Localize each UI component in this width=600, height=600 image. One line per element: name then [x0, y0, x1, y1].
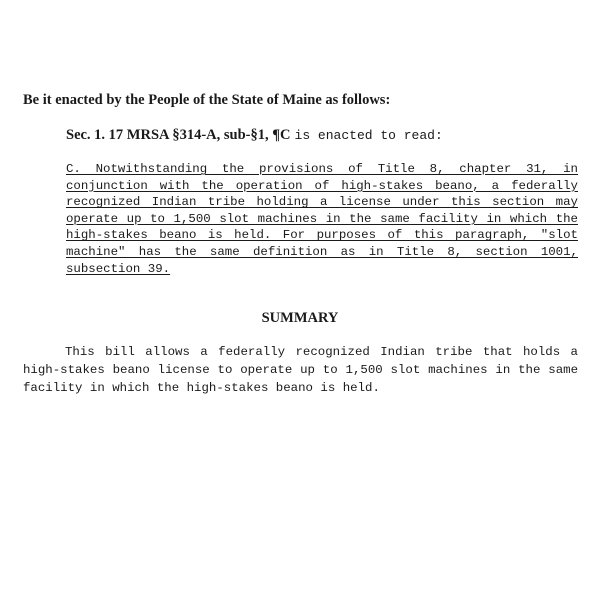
enacting-clause: Be it enacted by the People of the State of Maine as follows:: [23, 92, 391, 108]
section-heading: [66, 126, 443, 144]
amendment-paragraph: C. Notwithstanding the provisions of Title 8, chapter 31, in conjunction with the operation of high-stakes beano, a federally recognized Indian tribe holding a license under this section may operate up to 1,500 slot machines in the same facility in which the high-stakes beano is held. For purposes of this paragraph, "slot machine" has the same definition as in Title 8, section 1001, subsection 39.: [66, 162, 578, 276]
section-reference: Sec. 1. 17 MRSA §314-A, sub-§1, ¶C: [66, 127, 291, 143]
summary-heading: SUMMARY: [261, 310, 339, 326]
section-action: is enacted to read:: [294, 128, 443, 143]
summary-text: This bill allows a federally recognized Indian tribe that holds a high-stakes beano license to operate up to 1,500 slot machines in the same facility in which the high-stakes beano is held.: [23, 345, 578, 395]
